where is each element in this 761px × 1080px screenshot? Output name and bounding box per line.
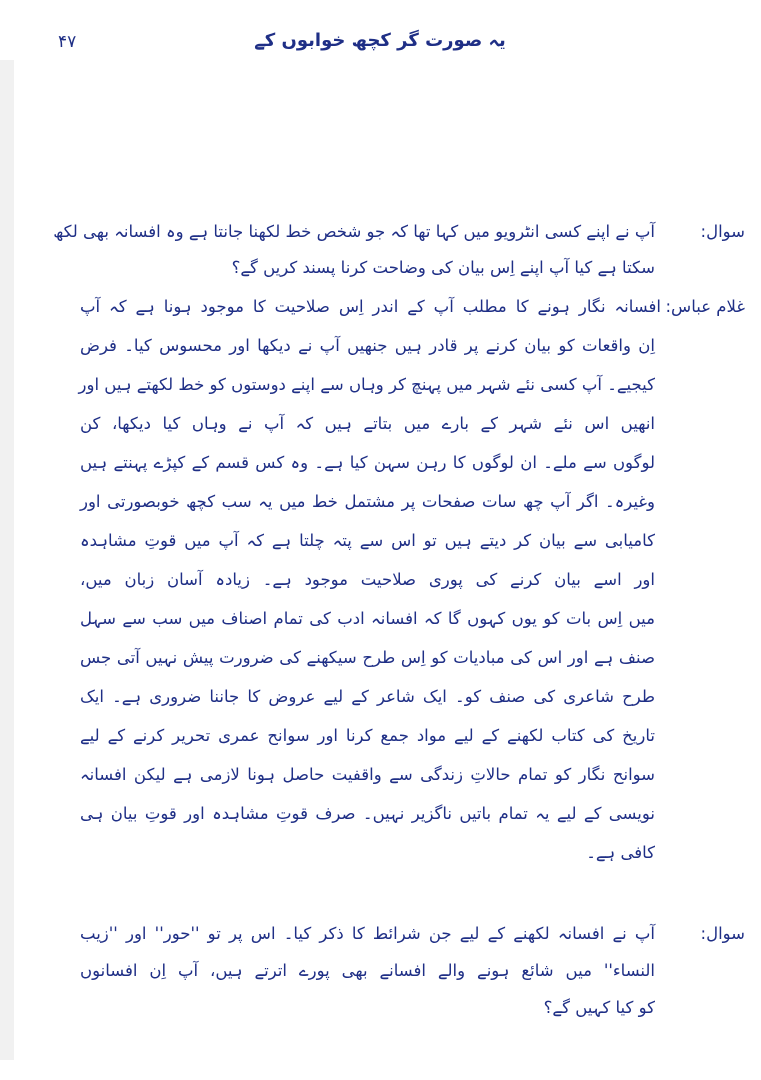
question-label: سوال: bbox=[700, 924, 745, 943]
answer-line: افسانہ نگار ہونے کا مطلب آپ کے اندر اِس صلاحیت کا موجود ہونا ہے کہ آپ bbox=[80, 297, 661, 316]
page-number: ۴۷ bbox=[58, 32, 77, 52]
answer-line: کامیابی سے بیان کر دیتے ہیں تو اس سے پتہ چلتا ہے کہ آپ میں قوتِ مشاہدہ bbox=[80, 531, 655, 550]
question-line: آپ نے افسانہ لکھنے کے لیے جن شرائط کا ذکر کیا۔ اس پر تو ''حور'' اور ''زیب bbox=[80, 924, 655, 943]
question-line: کو کیا کہیں گے؟ bbox=[543, 998, 655, 1017]
question-line: سکتا ہے کیا آپ اپنے اِس بیان کی وضاحت کرنا پسند کریں گے؟ bbox=[231, 258, 655, 277]
scan-edge bbox=[0, 60, 14, 1060]
question-line: النساء'' میں شائع ہونے والے افسانے بھی پورے اترتے ہیں، آپ اِن افسانوں bbox=[80, 961, 655, 980]
running-title: یہ صورت گر کچھ خوابوں کے bbox=[254, 30, 506, 51]
answer-line: کیجیے۔ آپ کسی نئے شہر میں پہنچ کر وہاں سے اپنے دوستوں کو خط لکھتے ہیں اور bbox=[78, 375, 655, 394]
answer-line: لوگوں سے ملے۔ ان لوگوں کا رہن سہن کیا ہے۔ وہ کس قسم کے کپڑے پہنتے ہیں bbox=[80, 453, 655, 472]
answer-line: کافی ہے۔ bbox=[586, 843, 655, 862]
answer-line: تاریخ کی کتاب لکھنے کے لیے مواد جمع کرنا اور سوانح عمری تحریر کرنے کے لیے bbox=[80, 726, 655, 745]
answer-line: اور اسے بیان کرنے کی پوری صلاحیت موجود ہے۔ زیادہ آسان زبان میں، bbox=[80, 570, 655, 589]
answer-line: میں اِس بات کو یوں کہوں گا کہ افسانہ ادب کی تمام اصناف میں سب سے سہل bbox=[80, 609, 655, 628]
answer-line: طرح شاعری کی صنف کو۔ ایک شاعر کے لیے عروض کا جاننا ضروری ہے۔ ایک bbox=[80, 687, 655, 706]
answer-line: صنف ہے اور اس کی مبادیات کو اِس طرح سیکھنے کی ضرورت پیش نہیں آتی جس bbox=[80, 648, 655, 667]
answer-line: اِن واقعات کو بیان کرنے پر قادر ہیں جنھیں آپ نے دیکھا اور محسوس کیا۔ فرض bbox=[80, 336, 655, 355]
answer-label: غلام عباس: bbox=[665, 297, 745, 316]
answer-line: وغیرہ۔ اگر آپ چھ سات صفحات پر مشتمل خط میں یہ سب کچھ خوبصورتی اور bbox=[80, 492, 655, 511]
answer-line: نویسی کے لیے یہ تمام باتیں ناگزیر نہیں۔ صرف قوتِ مشاہدہ اور قوتِ بیان ہی bbox=[80, 804, 655, 823]
question-line: آپ نے اپنے کسی انٹرویو میں کہا تھا کہ جو شخص خط لکھنا جانتا ہے وہ افسانہ بھی لکھ bbox=[53, 222, 655, 241]
question-label: سوال: bbox=[700, 222, 745, 241]
answer-line: سوانح نگار کو تمام حالاتِ زندگی سے واقفیت حاصل ہونا لازمی ہے لیکن افسانہ bbox=[80, 765, 655, 784]
answer-line: انھیں اس نئے شہر کے بارے میں بتاتے ہیں کہ آپ نے وہاں کیا دیکھا، کن bbox=[80, 414, 655, 433]
